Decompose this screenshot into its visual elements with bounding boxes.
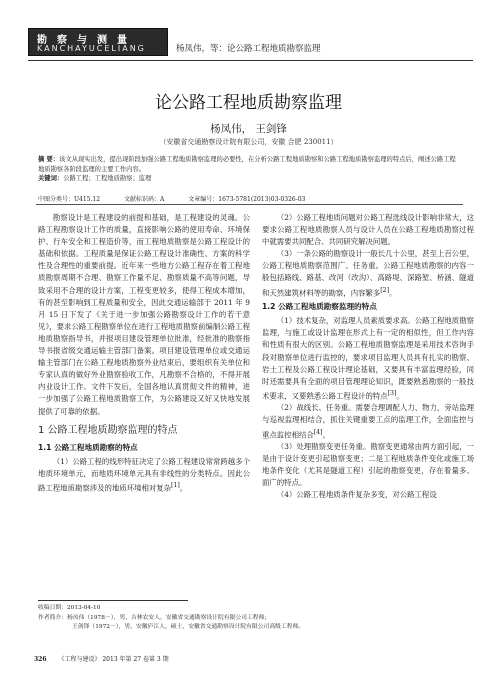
header-divider [28, 60, 473, 61]
reference-marker: [4] [313, 428, 323, 436]
paragraph: （3）处理勘察变更任务重。勘察变更通常由两方面引起，一是由于设计变更引起勘察变更；二是工程地质条件变化或施工场地条件变化（尤其是隧道工程）引起的勘察变更，存在着量多、面广的特点。 [262, 442, 474, 488]
paragraph: （2）公路工程地质问题对公路工程选线设计影响非常大，这要求公路工程地质勘察人员与设计人员在公路工程地质勘察过程中就需要共同配合、共同研究解决问题。 [262, 213, 474, 247]
body-column-right [262, 212, 474, 502]
document-code: 文献标识码：A [123, 196, 165, 203]
paragraph-text: （1）公路工程的线形特征决定了公路工程建设常常跨越多个地质环境单元，而地质环境单元具有非线性的分类特点。因此公路工程地质勘察涉及的地质环境相对复杂 [38, 456, 250, 493]
author-bio-1: 作者简介：杨凤伟（1978－），男，吉林农安人，安徽省交通勘察设计院有限公司工程师； [38, 614, 271, 621]
paragraph-text: （2）战线长、任务重。需要合理调配人力、物力，旁站监理与巡视监理相结合，抓住关键重要工点的监理工作，全面监控与重点监控相结合 [262, 403, 474, 439]
article-title: 论公路工程地质勘察监理 [155, 93, 342, 113]
paragraph: （1）技术复杂，对监理人员素质要求高。公路工程地质勘察监理，与施工或设计监理在形式上有一定的相似性，但工作内容和性质有很大的区别。公路工程地质勘察监理是采用技术咨询手段对勘察单位进行监控的，要求项目监理人员具有扎实的勘察、岩土工程及公路工程设计理论基础，又要具有丰富监理经验，同时还需要具有全面的项目管理理论知识，既要熟悉勘察的一般技术要求，又要熟悉公路工程设计的特点[3]。 [262, 316, 474, 401]
paragraph: （4）公路工程地质条件复杂多变，对公路工程设 [276, 490, 437, 500]
footnote-divider [38, 600, 188, 601]
reference-marker: [2] [380, 286, 389, 294]
classification-row [38, 194, 458, 203]
paragraph: （3）一条公路的勘察设计一般长几十公里，甚至上百公里，公路工程地质勘察范围广、任务重。公路工程地质勘察的内容一般包括路线、路基、改河（改沟）、高路堤、深路堑、桥涵、隧道和天然建筑材料等的勘察，内容繁多[2]。 [262, 249, 474, 298]
running-title: 杨凤伟，等：论公路工程地质勘察监理 [176, 44, 321, 54]
keywords [38, 174, 458, 184]
paragraph: （2）战线长、任务重。需要合理调配人力、物力，旁站监理与巡视监理相结合，抓住关键重要工点的监理工作，全面监控与重点监控相结合[4]。 [262, 403, 474, 439]
article-number: 文章编号：1673-5781(2013)03-0326-03 [188, 196, 306, 203]
journal-issue: 《工程与建设》 2013 年第 27 卷第 3 期 [58, 656, 169, 663]
author-affiliation: （安徽省交通勘察设计院有限公司，安徽 合肥 230011） [159, 138, 338, 146]
abstract-block [38, 155, 458, 184]
reference-marker: [3] [387, 389, 397, 397]
received-date: 收稿日期：2013-04-10 [38, 605, 101, 611]
section-heading-1: 1 公路工程地质勘察监理的特点 [38, 424, 178, 436]
clc-number: 中图分类号：U415.12 [38, 196, 101, 203]
page-number: 326 [34, 656, 47, 663]
page-footer [34, 654, 169, 663]
paragraph: （1）公路工程的线形特征决定了公路工程建设常常跨越多个地质环境单元，而地质环境单元具有非线性的分类特点。因此公路工程地质勘察涉及的地质环境相对复杂[1]。 [38, 456, 250, 493]
abstract [38, 155, 458, 174]
reference-marker: [1] [171, 481, 180, 489]
subsection-heading-1-2: 1.2 公路工程地质勘察监理的特点 [262, 302, 377, 312]
article-authors: 杨凤伟， 王剑锋 [210, 123, 287, 135]
paragraph: 勘察设计是工程建设的前提和基础，是工程建设的灵魂。公路工程勘察设计工作的质量，直接影响公路的使用寿命、环境保护、行车安全和工程造价等，而工程地质勘察是公路工程设计的基础和依据。工程质量是保证公路工程设计准确性、方案的科学性及合理性的重要前提。近年来一些地方公路工程存在着工程地质勘察周期不合理、勘察工作量不足、勘察质量不高等问题，导致采用不合理的设计方案，工程变更较多，使得工程成本增加，有的甚至影响到工程质量和安全，因此交通运输部于 2011 年 9 月 15 日下发了《关于进一步加强公路勘察设计工作的若干意见》，要求公路工程勘察单位在进行工程地质勘察前编制公路工程地质勘察指导书，并报项目建设管理单位批准，经批准的勘察指导书报省级交通运输主管部门备案。项目建设管理单位或交通运输主管部门在公路工程地质勘察外业结束后，要组织有关单位和专家认真的做好外业勘察验收工作，凡勘察不合格的，不得开展内业设计工作。文件下发后，全国各地认真贯彻文件的精神，进一步加强了公路工程地质勘察工作，为公路建设又好又快地发展提供了可靠的依据。 [38, 213, 250, 416]
abstract-text: 该文从现实出发，提出现阶段加强公路工程地质勘察监理的必要性，在分析公路工程地质勘察和公路工程地质勘察监理的特点后，阐述公路工程地质勘察各阶段监理的主要工作内容。 [38, 156, 456, 173]
body-column-left [38, 212, 250, 494]
abstract-label: 摘 要： [38, 156, 60, 163]
logo-column-name: 勘察与测量 [37, 35, 137, 46]
abstract-divider [36, 204, 463, 205]
keywords-label: 关键词： [38, 175, 64, 183]
keywords-text: 公路工程；工程地质勘察；监理 [63, 175, 152, 183]
author-bio-2: 王剑锋（1972－），男，安徽庐江人，硕士，安徽省交通勘察设计院有限公司高级工程师。 [72, 624, 305, 630]
journal-column-logo [28, 28, 168, 56]
footnotes [38, 604, 458, 633]
subsection-heading-1-1: 1.1 公路工程地质勘察的特点 [38, 442, 138, 452]
paragraph-text: （3）一条公路的勘察设计一般长几十公里，甚至上百公里，公路工程地质勘察范围广、任务重。公路工程地质勘察的内容一般包括路线、路基、改河（改沟）、高路堤、深路堑、桥涵、隧道和天然建筑材料等的勘察，内容繁多 [262, 249, 474, 298]
logo-column-pinyin: KANCHAYUCELIANG [37, 44, 146, 53]
paragraph-text: （1）技术复杂，对监理人员素质要求高。公路工程地质勘察监理，与施工或设计监理在形式上有一定的相似性，但工作内容和性质有很大的区别。公路工程地质勘察监理是采用技术咨询手段对勘察单位进行监控的，要求项目监理人员具有扎实的勘察、岩土工程及公路工程设计理论基础，又要具有丰富监理经验，同时还需要具有全面的项目管理理论知识，既要熟悉勘察的一般技术要求，又要熟悉公路工程设计的特点 [262, 316, 474, 401]
